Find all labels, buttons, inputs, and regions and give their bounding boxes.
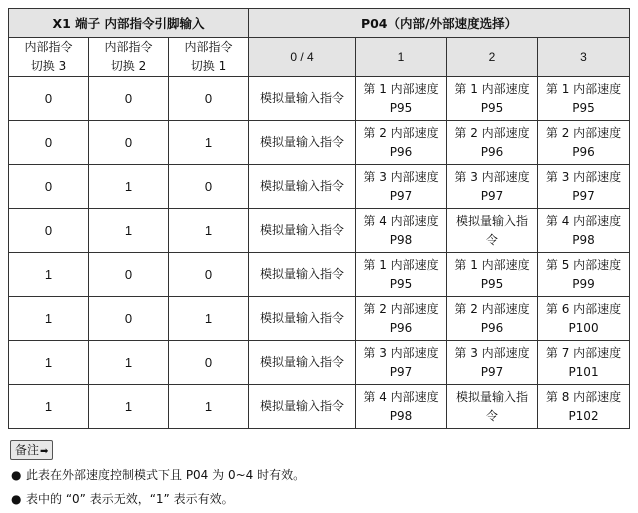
table-body: [9, 77, 630, 429]
mode-1-value: 第 3 内部速度 P97: [356, 165, 447, 209]
switch2-value: 1: [89, 341, 169, 385]
switch3-value: 1: [9, 341, 89, 385]
switch1-value: 1: [169, 297, 249, 341]
switch2-value: 0: [89, 253, 169, 297]
mode-1-value: 第 2 内部速度 P96: [356, 297, 447, 341]
col-header-switch3: 内部指令切换 3: [9, 38, 89, 77]
switch2-value: 0: [89, 121, 169, 165]
switch3-value: 0: [9, 77, 89, 121]
speed-selection-table: [8, 8, 630, 429]
table-row: [9, 165, 630, 209]
col-header-p04-1: 1: [356, 38, 447, 77]
switch1-value: 1: [169, 385, 249, 429]
switch3-value: 1: [9, 385, 89, 429]
switch1-value: 0: [169, 253, 249, 297]
switch1-value: 1: [169, 209, 249, 253]
mode-3-value: 第 7 内部速度 P101: [538, 341, 630, 385]
col-header-p04-0-4: 0 / 4: [249, 38, 356, 77]
mode-2-value: 模拟量输入指令: [447, 209, 538, 253]
mode-1-value: 第 4 内部速度 P98: [356, 385, 447, 429]
switch2-value: 1: [89, 385, 169, 429]
arrow-right-icon: ➡: [40, 446, 49, 457]
switch3-value: 1: [9, 253, 89, 297]
table-row: [9, 341, 630, 385]
table-row: [9, 77, 630, 121]
switch3-value: 1: [9, 297, 89, 341]
mode-1-value: 第 3 内部速度 P97: [356, 341, 447, 385]
mode-0-4-value: 模拟量输入指令: [249, 253, 356, 297]
switch1-value: 0: [169, 341, 249, 385]
left-group-header: X1 端子 内部指令引脚输入: [9, 9, 249, 38]
mode-1-value: 第 2 内部速度 P96: [356, 121, 447, 165]
switch1-value: 0: [169, 77, 249, 121]
right-group-header: P04（内部/外部速度选择）: [249, 9, 630, 38]
switch1-value: 1: [169, 121, 249, 165]
note-item: ● 此表在外部速度控制模式下且 P04 为 0~4 时有效。: [11, 468, 306, 482]
switch3-value: 0: [9, 121, 89, 165]
col-header-p04-3: 3: [538, 38, 630, 77]
mode-1-value: 第 1 内部速度 P95: [356, 77, 447, 121]
mode-3-value: 第 5 内部速度 P99: [538, 253, 630, 297]
mode-2-value: 模拟量输入指令: [447, 385, 538, 429]
mode-2-value: 第 3 内部速度 P97: [447, 341, 538, 385]
bullet-icon: ●: [11, 492, 22, 506]
mode-1-value: 第 1 内部速度 P95: [356, 253, 447, 297]
note-tag: 备注➡: [10, 440, 53, 460]
col-header-switch2: 内部指令切换 2: [89, 38, 169, 77]
col-header-p04-2: 2: [447, 38, 538, 77]
switch1-value: 0: [169, 165, 249, 209]
mode-0-4-value: 模拟量输入指令: [249, 385, 356, 429]
mode-1-value: 第 4 内部速度 P98: [356, 209, 447, 253]
table-row: [9, 209, 630, 253]
table-row: [9, 253, 630, 297]
switch3-value: 0: [9, 209, 89, 253]
mode-0-4-value: 模拟量输入指令: [249, 121, 356, 165]
mode-3-value: 第 8 内部速度 P102: [538, 385, 630, 429]
note-item: ● 表中的 “0” 表示无效，“1” 表示有效。: [11, 492, 234, 506]
mode-0-4-value: 模拟量输入指令: [249, 209, 356, 253]
mode-3-value: 第 4 内部速度 P98: [538, 209, 630, 253]
mode-2-value: 第 2 内部速度 P96: [447, 297, 538, 341]
mode-2-value: 第 3 内部速度 P97: [447, 165, 538, 209]
table-row: [9, 385, 630, 429]
mode-0-4-value: 模拟量输入指令: [249, 341, 356, 385]
switch2-value: 1: [89, 165, 169, 209]
mode-2-value: 第 2 内部速度 P96: [447, 121, 538, 165]
switch2-value: 1: [89, 209, 169, 253]
switch2-value: 0: [89, 77, 169, 121]
table-row: [9, 121, 630, 165]
mode-2-value: 第 1 内部速度 P95: [447, 77, 538, 121]
switch3-value: 0: [9, 165, 89, 209]
switch2-value: 0: [89, 297, 169, 341]
mode-3-value: 第 3 内部速度 P97: [538, 165, 630, 209]
mode-2-value: 第 1 内部速度 P95: [447, 253, 538, 297]
mode-3-value: 第 6 内部速度 P100: [538, 297, 630, 341]
col-header-switch1: 内部指令切换 1: [169, 38, 249, 77]
mode-3-value: 第 1 内部速度 P95: [538, 77, 630, 121]
bullet-icon: ●: [11, 468, 22, 482]
mode-0-4-value: 模拟量输入指令: [249, 297, 356, 341]
mode-3-value: 第 2 内部速度 P96: [538, 121, 630, 165]
notes-section: [10, 440, 630, 508]
mode-0-4-value: 模拟量输入指令: [249, 165, 356, 209]
mode-0-4-value: 模拟量输入指令: [249, 77, 356, 121]
table-row: [9, 297, 630, 341]
